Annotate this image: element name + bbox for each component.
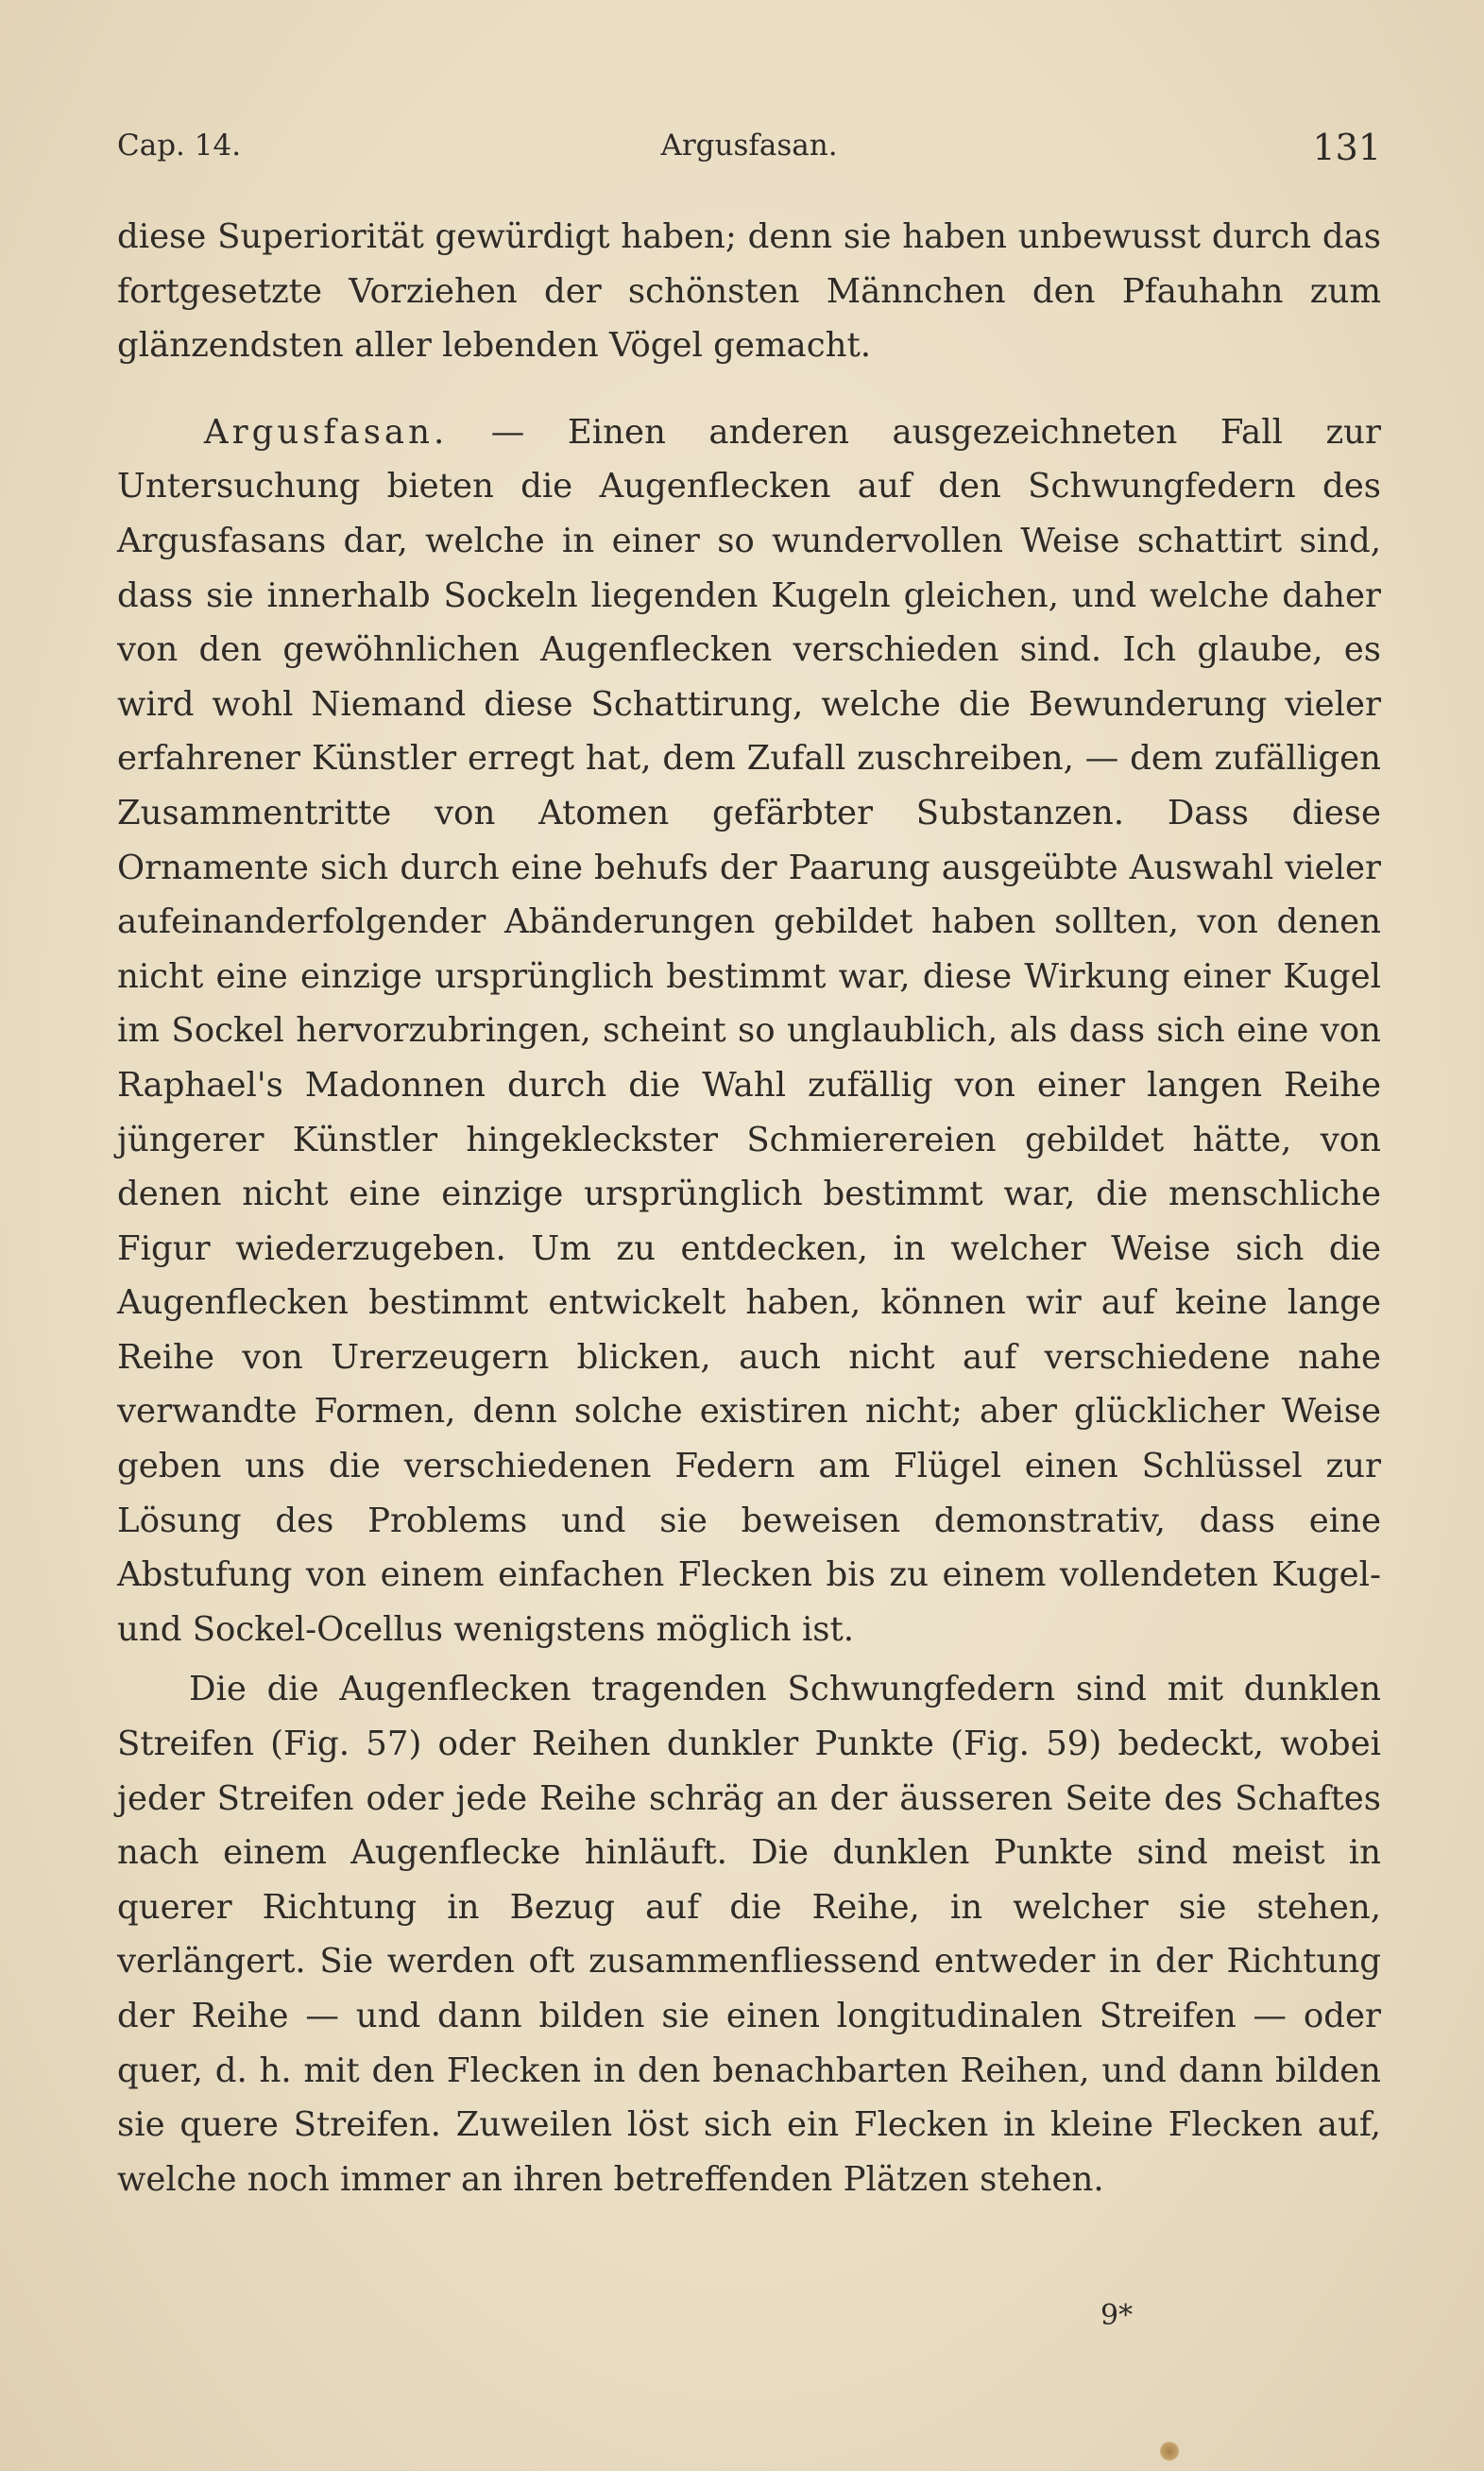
paragraph-1: diese Superiorität gewürdigt haben; denn sie haben unbewusst durch das fortgesetzte Vorziehen der schönsten Männchen den Pfauhahn zum glänzendsten aller lebenden Vögel gemacht. [117,217,1381,366]
section-heading-argusfasan: Argusfasan. [204,412,449,452]
paper-stain [1160,2442,1179,2461]
running-title: Argusfasan. [660,129,838,163]
paragraph-3: Die die Augenflecken tragenden Schwungfedern sind mit dunklen Streifen (Fig. 57) oder Reihen dunkler Punkte (Fig. 59) bedeckt, wobei jeder Streifen oder jede Reihe schräg an der äusseren Seite des Schaftes nach einem Augenflecke hinläuft. Die dunklen Punkte sind meist in querer Richtung in Bezug auf die Reihe, in welcher sie stehen, verlängert. Sie werden oft zusammenfliessend entweder in der Richtung der Reihe — und dann bilden sie einen longitudinalen Streifen — oder quer, d. h. mit den Flecken in den benachbarten Reihen, und dann bilden sie quere Streifen. Zuweilen löst sich ein Flecken in kleine Flecken auf, welche noch immer an ihren betreffenden Plätzen stehen. [117,1670,1381,2199]
chapter-label: Cap. 14. [117,129,242,163]
page-number: 131 [1312,127,1381,168]
paragraph-2 [117,405,1381,1657]
body-text [117,210,1381,2206]
running-header [117,121,1381,178]
signature-mark: 9* [1100,2299,1134,2332]
paragraph-2-text: — Einen anderen ausgezeichneten Fall zur Untersuchung bieten die Augenflecken auf den Schwungfedern des Argusfasans dar, welche in einer so wundervollen Weise schattirt sind, dass sie innerhalb Sockeln liegenden Kugeln gleichen, und welche daher von den gewöhnlichen Augenflecken verschieden sind. Ich glaube, es wird wohl Niemand diese Schattirung, welche die Bewunderung vieler erfahrener Künstler erregt hat, dem Zufall zuschreiben, — dem zufälligen Zusammentritte von Atomen gefärbter Substanzen. Dass diese Ornamente sich durch eine behufs der Paarung ausgeübte Auswahl vieler aufeinanderfolgender Abänderungen gebildet haben sollten, von denen nicht eine einzige ursprünglich bestimmt war, diese Wirkung einer Kugel im Sockel hervorzubringen, scheint so unglaublich, als dass sich eine von Raphael's Madonnen durch die Wahl zufällig von einer langen Reihe jüngerer Künstler hingekleckster Schmierereien gebildet hätte, von denen nicht eine einzige ursprünglich bestimmt war, die menschliche Figur wiederzugeben. Um zu entdecken, in welcher Weise sich die Augenflecken bestimmt entwickelt haben, können wir auf keine lange Reihe von Urerzeugern blicken, auch nicht auf verschiedene nahe verwandte Formen, denn solche existiren nicht; aber glücklicher Weise geben uns die verschiedenen Federn am Flügel einen Schlüssel zur Lösung des Problems und sie beweisen demonstrativ, dass eine Abstufung von einem einfachen Flecken bis zu einem vollendeten Kugel- und Sockel-Ocellus wenigstens möglich ist. [117,412,1381,1649]
